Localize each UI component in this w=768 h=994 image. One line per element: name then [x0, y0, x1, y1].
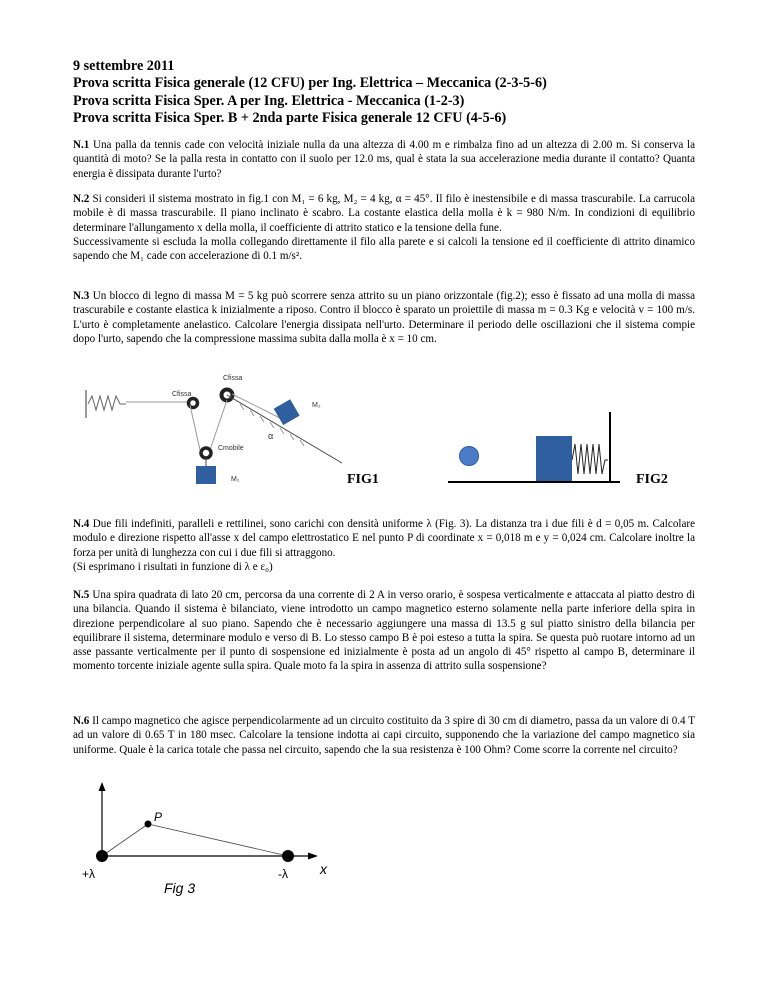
problem-number: N.1 — [73, 139, 90, 151]
charge-plus-lambda — [96, 850, 108, 862]
problem-text: Due fili indefiniti, paralleli e rettilinei, sono carichi con densità uniforme λ (Fig. 3). La distanza tra i due fili è d = 0,05 m. Calcolare modulo e direzione rispetto all'asse x del campo elettrostatico E nel punto P di coordinate x = 0,018 m e y = 0,024 cm. Calcolare inoltre la forza per unità di lunghezza con cui i due fili si attraggono. — [73, 518, 695, 559]
problem-text: Una palla da tennis cade con velocità iniziale nulla da una altezza di 4.00 m e rimbalza fino ad un altezza di 2.00 m. Si conserva la quantità di moto? Se la palla resta in contatto con il suolo per 12.0 ms, qual è stata la sua accelerazione media durante il contatto? Quanta energia è dissipata durante l'urto? — [73, 139, 695, 180]
exam-title-1: Prova scritta Fisica generale (12 CFU) per Ing. Elettrica – Meccanica (2-3-5-6) — [73, 75, 547, 92]
problem-text: Una spira quadrata di lato 20 cm, percorsa da una corrente di 2 A in verso orario, è sospesa verticalmente e attaccata al piatto destro di una bilancia. Quando il sistema è bilanciato, viene introdotto un campo magnetico esterno solamente nella parte inferiore della spira in direzione perpendicolare al suo piano. Sapendo che è necessario aggiungere una massa di 13.5 g sul piatto sinistro della bilancia per equilibrare il sistema, determinare modulo e verso di B. Lo stesso campo B è poi esteso a tutta la spira. Se questa può ruotare intorno ad un asse passante verticalmente per il punto di sospensione ed inizialmente è posta ad un angolo di 45° rispetto al campo B, determinare il momento torcente iniziale agente sulla spira. Quale moto fa la spira in assenza di attrito sulla sospensione? — [73, 589, 695, 673]
problem-2 — [73, 192, 695, 263]
label-m2: M₂ — [312, 402, 321, 409]
point-p — [145, 821, 152, 828]
figure-1 — [80, 362, 380, 492]
label-c-mobile: Cmobile — [218, 445, 244, 452]
label-minus-lambda: -λ — [278, 867, 288, 881]
label-c-fissa-left: Cfissa — [172, 391, 192, 398]
problem-text-continued: Successivamente si escluda la molla collegando direttamente il filo alla parete e si calcoli la tensione ed il coefficiente di attrito dinamico sapendo che M₁ cade con accelerazione di 0.1 m/s². — [73, 235, 695, 263]
problem-number: N.6 — [73, 715, 90, 727]
exam-header — [73, 58, 713, 128]
projectile — [460, 447, 479, 466]
problem-4 — [73, 517, 695, 574]
problem-6 — [73, 714, 695, 757]
label-x-axis: x — [320, 861, 327, 877]
spring — [88, 396, 126, 410]
label-alpha: α — [268, 431, 274, 441]
exam-title-3: Prova scritta Fisica Sper. B + 2nda parte Fisica generale 12 CFU (4-5-6) — [73, 110, 507, 127]
mobile-pulley — [201, 448, 211, 458]
mass-m1 — [196, 466, 216, 484]
figure-2 — [440, 404, 620, 490]
wooden-block — [536, 436, 572, 481]
problem-text: Un blocco di legno di massa M = 5 kg può scorrere senza attrito su un piano orizzontale (fig.2); esso è fissato ad una molla di massa trascurabile e costante elastica k inizialmente a riposo. Contro il blocco è sparato un proiettile di massa m = 0.3 Kg e velocità v = 100 m/s. L'urto è completamente anelastico. Calcolare l'energia dissipata nell'urto. Determinare il periodo delle oscillazioni che il sistema compie dopo l'urto, sapendo che la compressione massima subita dalla molla è x = 10 cm. — [73, 290, 695, 345]
label-m1: M₁ — [231, 476, 240, 483]
problem-text: Il campo magnetico che agisce perpendicolarmente ad un circuito costituito da 3 spire di 30 cm di diametro, passa da un valore di 0.4 T ad un valore di 0.65 T in 180 msec. Calcolare la tensione indotta ai capi circuito, supponendo che la variazione del campo magnetico sia uniforme. Quale è la carica totale che passa nel circuito, sapendo che la sua resistenza è 100 Ohm? Come scorre la corrente nel circuito? — [73, 715, 695, 756]
exam-title-2: Prova scritta Fisica Sper. A per Ing. Elettrica - Meccanica (1-2-3) — [73, 92, 465, 109]
problem-text: Si consideri il sistema mostrato in fig.1 con M₁ = 6 kg, M₂ = 4 kg, α = 45°. Il filo è inestensibile e di massa trascurabile. La carrucola mobile è di massa trascurabile. Il piano inclinato è scabro. La costante elastica della molla è k = 980 N/m. In condizioni di equilibrio determinare l'allungamento x della molla, il coefficiente di attrito statico e la tensione della fune. — [73, 193, 695, 234]
problem-number: N.2 — [73, 193, 90, 205]
exam-date: 9 settembre 2011 — [73, 58, 175, 74]
label-c-fissa-top: Cfissa — [223, 375, 243, 382]
charge-minus-lambda — [282, 850, 294, 862]
problem-number: N.3 — [73, 290, 90, 302]
problem-number: N.5 — [73, 589, 90, 601]
problem-3 — [73, 289, 695, 346]
problem-5 — [73, 588, 695, 674]
figure-2-label: FIG2 — [636, 472, 668, 487]
spring — [572, 444, 608, 474]
figure-1-label: FIG1 — [347, 472, 379, 487]
mass-m2 — [274, 399, 300, 425]
problem-1 — [73, 138, 695, 181]
problem-text-continued: (Si esprimano i risultati in funzione di λ e ε₀) — [73, 560, 273, 573]
x-axis-arrow — [308, 853, 318, 860]
problem-number: N.4 — [73, 518, 90, 530]
label-plus-lambda: +λ — [82, 867, 96, 881]
y-axis-arrow — [99, 782, 106, 791]
figure-3-caption: Fig 3 — [164, 880, 196, 896]
label-p: P — [154, 810, 163, 824]
figure-3 — [80, 778, 350, 898]
